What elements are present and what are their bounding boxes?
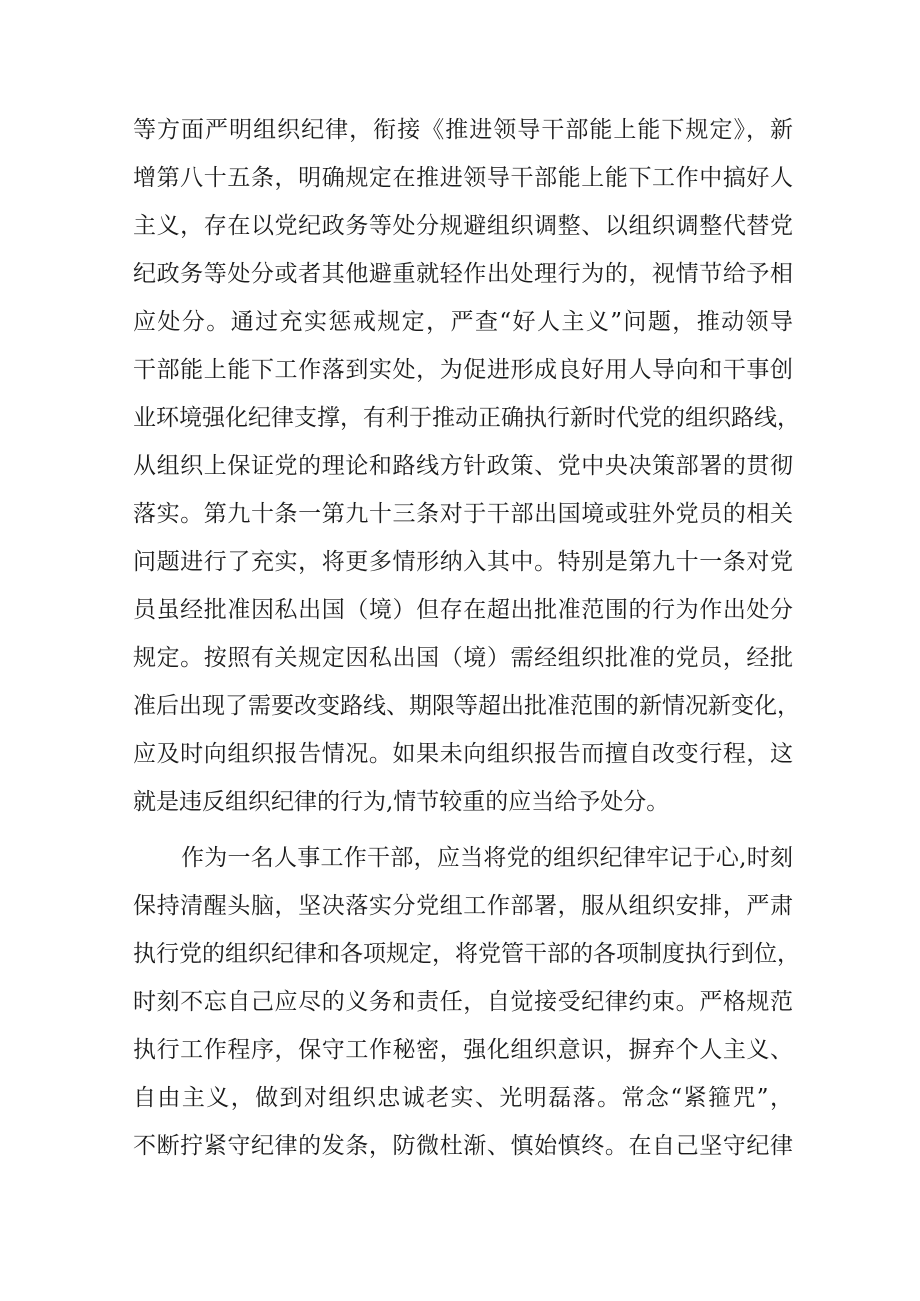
text-line: 从组织上保证党的理论和路线方针政策、党中央决策部署的贯彻 <box>133 453 793 479</box>
text-line: 保持清醒头脑，坚决落实分党组工作部署，服从组织安排，严肃 <box>133 893 793 919</box>
text-line: 等方面严明组织纪律，衔接《推进领导干部能上能下规定》，新 <box>133 117 793 143</box>
text-line: 时刻不忘自己应尽的义务和责任，自觉接受纪律约束。严格规范 <box>133 989 793 1015</box>
text-line: 自由主义，做到对组织忠诚老实、光明磊落。常念“紧箍咒”， <box>133 1085 793 1111</box>
text-line: 员虽经批准因私出国（境）但存在超出批准范围的行为作出处分 <box>133 597 793 623</box>
text-line: 就是违反组织纪律的行为,情节较重的应当给予处分。 <box>133 789 670 815</box>
text-line: 落实。第九十条一第九十三条对于干部出国境或驻外党员的相关 <box>133 501 793 527</box>
text-line: 主义，存在以党纪政务等处分规避组织调整、以组织调整代替党 <box>133 213 793 239</box>
text-line: 不断拧紧守纪律的发条，防微杜渐、慎始慎终。在自己坚守纪律 <box>133 1133 793 1159</box>
text-line: 干部能上能下工作落到实处，为促进形成良好用人导向和干事创 <box>133 357 793 383</box>
text-line: 问题进行了充实，将更多情形纳入其中。特别是第九十一条对党 <box>133 549 793 575</box>
text-line: 执行党的组织纪律和各项规定，将党管干部的各项制度执行到位， <box>133 941 800 967</box>
text-line: 增第八十五条，明确规定在推进领导干部能上能下工作中搞好人 <box>133 165 793 191</box>
text-line: 应及时向组织报告情况。如果未向组织报告而擅自改变行程，这 <box>133 741 793 767</box>
text-line: 业环境强化纪律支撑，有利于推动正确执行新时代党的组织路线， <box>133 405 800 431</box>
text-line: 准后出现了需要改变路线、期限等超出批准范围的新情况新变化， <box>133 693 800 719</box>
text-line: 规定。按照有关规定因私出国（境）需经组织批准的党员，经批 <box>133 645 793 671</box>
text-line: 应处分。通过充实惩戒规定，严查“好人主义”问题，推动领导 <box>133 309 793 335</box>
text-line: 作为一名人事工作干部，应当将党的组织纪律牢记于心,时刻 <box>181 845 793 871</box>
text-line: 纪政务等处分或者其他避重就轻作出处理行为的，视情节给予相 <box>133 261 793 287</box>
text-line: 执行工作程序，保守工作秘密，强化组织意识，摒弃个人主义、 <box>133 1037 793 1063</box>
